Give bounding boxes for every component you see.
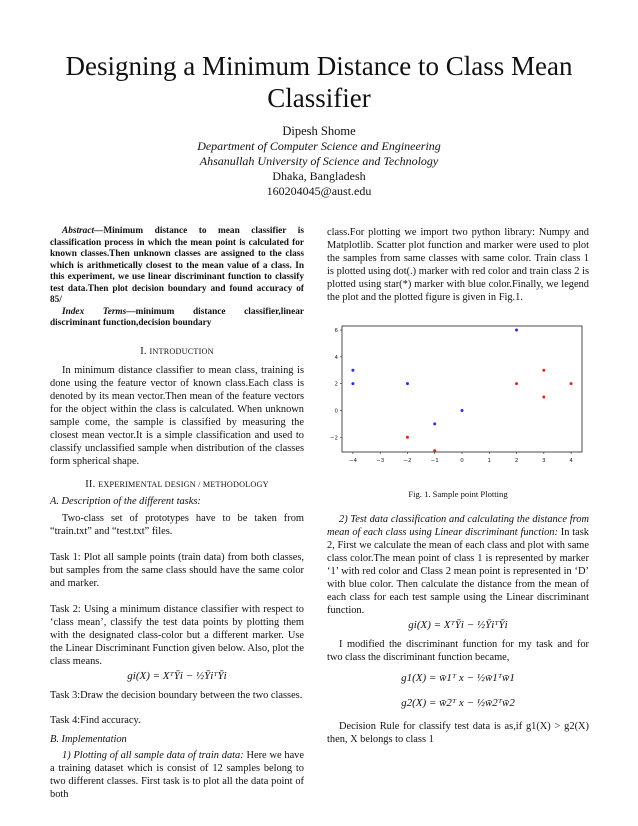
equation-4: g2(X) = w̄2ᵀ x − ½w̄2ᵀw̄2 (401, 697, 515, 709)
class-1-point (570, 382, 573, 385)
class-2-point (515, 329, 518, 332)
task-intro: Two-class set of prototypes have to be taken from “train.txt” and “test.txt” files. (50, 512, 304, 537)
plot-frame (342, 326, 582, 452)
class-1-point (542, 369, 545, 372)
section-methodology-heading: II. EXPERIMENTAL DESIGN / METHODOLOGY (85, 478, 269, 490)
author-email: 160204045@aust.edu (266, 184, 372, 198)
x-tick-label: 3 (542, 458, 546, 464)
author-city: Dhaka, Bangladesh (272, 169, 366, 183)
x-tick-label: 4 (569, 458, 573, 464)
equation-3: g1(X) = w̄1ᵀ x − ½w̄1ᵀw̄1 (401, 672, 515, 684)
decision-rule: Decision Rule for classify test data is as,if g1(X) > g2(X) then, X belongs to class 1 (327, 721, 589, 745)
implementation-2: 2) Test data classification and calculating the distance from mean of each class using Linear discriminant function: In task 2, First we calculate the mean of each class and plot with same class color.The mean point of class 1 is represented by marker ‘1’ with red color and Class 2 mean point is represented in ‘D’ with blue color. Then calculate the distance from the mean of each class for each test sample using the Linear discriminant function. (327, 514, 589, 616)
class-2-point (406, 382, 409, 385)
x-tick-label: −4 (348, 458, 357, 464)
class-2-point (351, 382, 354, 385)
y-tick-label: 0 (334, 408, 338, 415)
task-3: Task 3:Draw the decision boundary between the two classes. (50, 689, 303, 701)
task-1: Task 1: Plot all sample points (train data) from both classes, but samples from the same class should have the same color and marker. (50, 551, 304, 589)
author-name: Dipesh Shome (282, 124, 356, 138)
scatter-plot (330, 318, 592, 468)
y-tick-label: −2 (330, 435, 338, 442)
index-terms-label: Index Terms (62, 306, 127, 317)
x-tick-label: 1 (487, 458, 492, 464)
task-2: Task 2: Using a minimum distance classifier with respect to ‘class mean’, classify the test data points by plotting them with the designated class-color but a different marker. Use the Linear Discriminant Function given below. Also, plot the class means. (50, 603, 304, 667)
equation-1: gi(X) = XᵀȲi − ½ȲiᵀȲi (127, 669, 227, 682)
right-column-upper (327, 226, 589, 304)
left-column (50, 226, 304, 801)
class-1-point (515, 382, 518, 385)
author-block (0, 124, 638, 199)
implementation-1-continued: class.For plotting we import two python library: Numpy and Matplotlib. Scatter plot function and marker were used to plot the samples from same classes with same color. Train class 1 is plotted using dot(.) marker with red color and train class 2 is plotted using star(*) marker with blue color.Finally, we legend the plot and the plotted figure is given in Fig.1. (327, 227, 589, 303)
class-1-point (406, 436, 409, 439)
x-tick-label: −2 (403, 458, 412, 464)
task-4: Task 4:Find accuracy. (50, 714, 141, 726)
modified-paragraph: I modified the discriminant function for my task and for two class the discriminant function became, (327, 639, 589, 663)
x-tick-label: −3 (376, 458, 385, 464)
figure-caption: Fig. 1. Sample point Plotting (408, 489, 508, 499)
abstract: Abstract—Minimum distance to mean classifier is classification process in which the mean point is calculated for known classes.Then unknown classes are assigned to the class which is arithmetically closest to the mean value of a class. In this experiment, we use linear discriminant function to classify test data.Then plot decision boundary and found accuracy of 85/ (50, 226, 304, 305)
implementation-1: 1) Plotting of all sample data of train data: Here we have a training dataset which is consist of 12 samples belong to two different classes. First task is to plot all the data point of both (50, 749, 304, 800)
class-2-point (461, 409, 464, 412)
intro-paragraph: In minimum distance classifier to mean class, training is done using the feature vector of known class.Each class is denoted by its mean vector.Then mean of the feature vectors for the object within the class is calculated. When unknown sample come, the sample is classified by measuring the closest mean vector.It is a simple classification and used to classify unclassified sample when distribution of the classes form spherical shape. (50, 364, 304, 467)
subsection-b-heading: B. Implementation (50, 733, 127, 745)
class-2-point (433, 422, 436, 425)
equation-2: gi(X) = XᵀȲi − ½ȲiᵀȲi (408, 619, 508, 631)
class-1-point (433, 449, 436, 452)
x-tick-label: −1 (430, 458, 439, 464)
section-introduction-heading: I. INTRODUCTION (140, 345, 214, 357)
y-tick-label: 4 (334, 354, 338, 361)
x-tick-label: 2 (514, 458, 519, 464)
author-dept: Department of Computer Science and Engineering (197, 139, 441, 153)
subsection-a-heading: A. Description of the different tasks: (50, 495, 201, 507)
class-1-point (542, 396, 545, 399)
y-tick-label: 6 (334, 328, 338, 335)
x-tick-label: 0 (460, 458, 464, 464)
right-column-lower (327, 513, 589, 746)
y-tick-label: 2 (334, 381, 338, 388)
index-terms: Index Terms—minimum distance classifier,linear discriminant function,decision boundary (50, 306, 304, 328)
class-2-point (351, 369, 354, 372)
author-univ: Ahsanullah University of Science and Technology (199, 154, 439, 168)
paper-title: Designing a Minimum Distance to Class Mean Classifier (65, 51, 573, 113)
abstract-label: Abstract (62, 226, 95, 236)
